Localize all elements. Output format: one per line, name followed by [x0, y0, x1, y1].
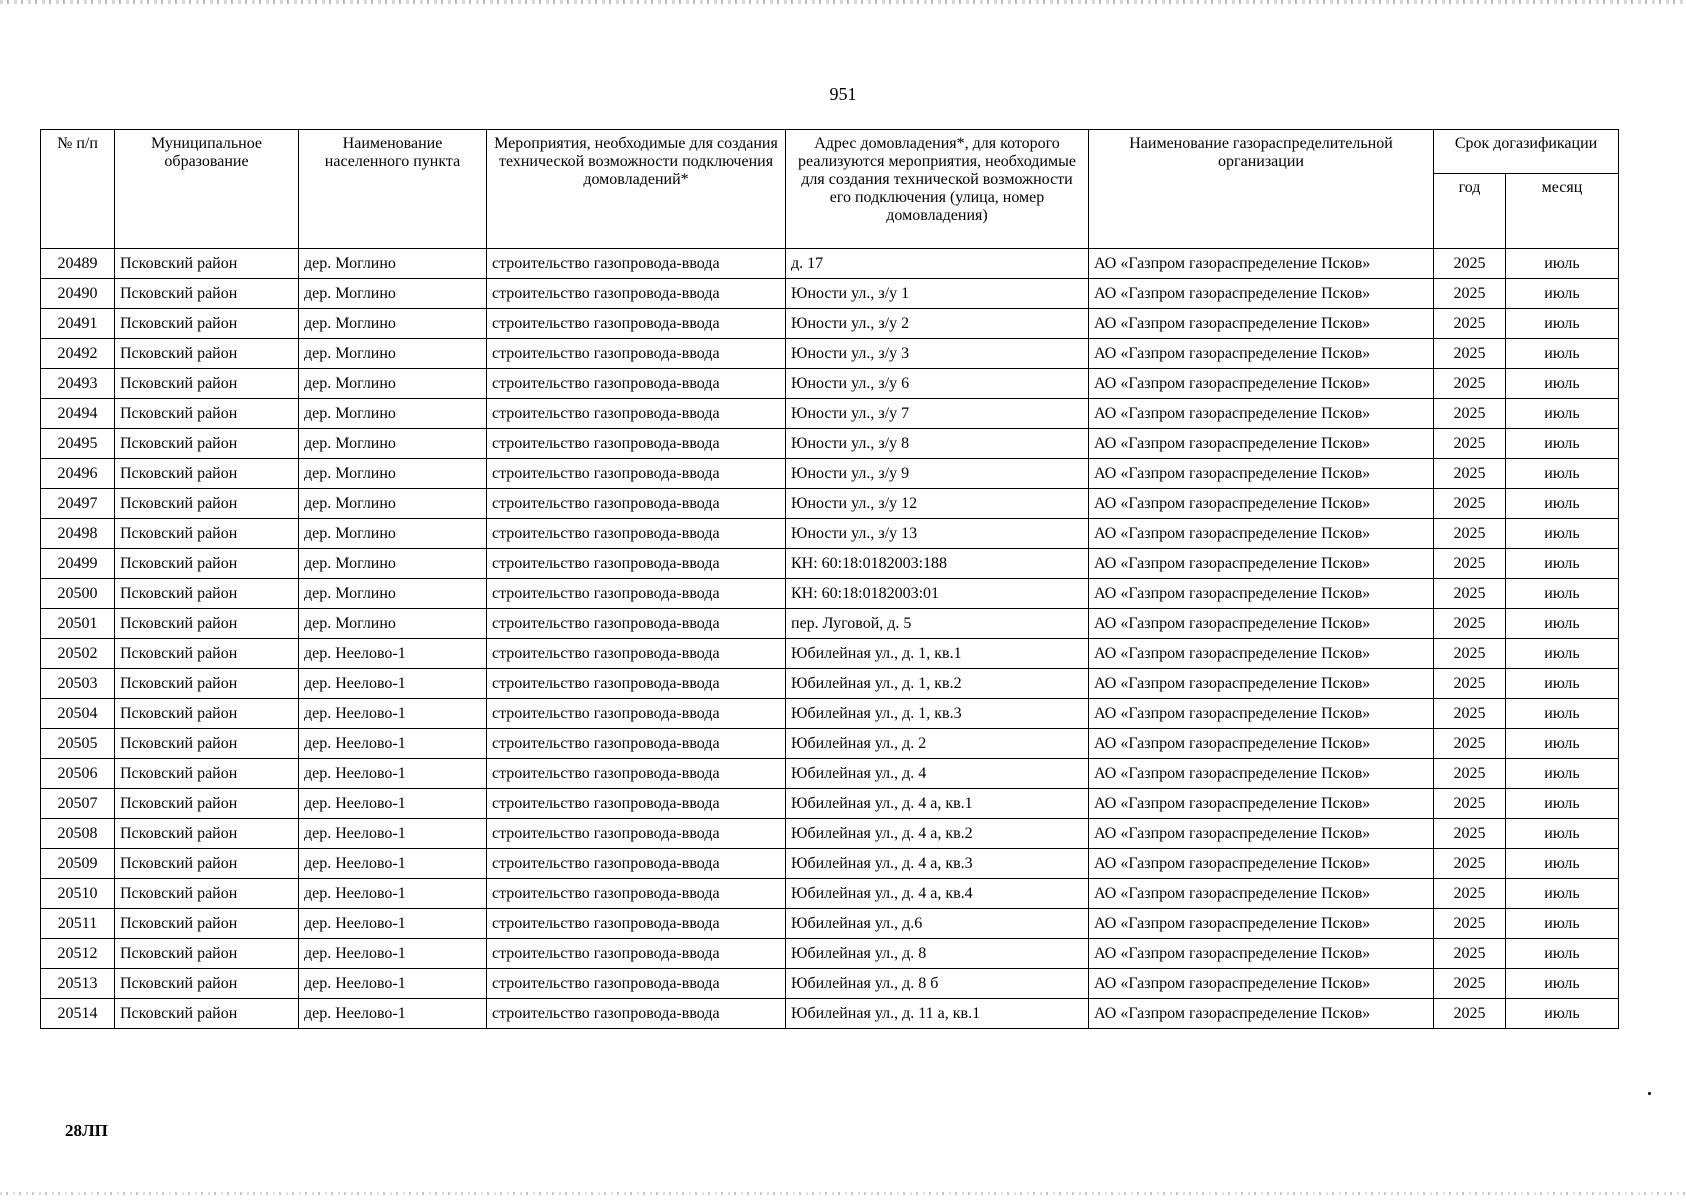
cell-measures: строительство газопровода-ввода: [487, 639, 786, 669]
header-organization: Наименование газораспределительной организации: [1089, 130, 1434, 249]
cell-num: 20507: [41, 789, 115, 819]
cell-address: Юбилейная ул., д. 8: [786, 939, 1089, 969]
cell-municipality: Псковский район: [115, 489, 299, 519]
cell-month: июль: [1506, 429, 1619, 459]
cell-num: 20500: [41, 579, 115, 609]
table-row: [41, 579, 1619, 609]
cell-year: 2025: [1434, 969, 1506, 999]
cell-address: Юбилейная ул., д. 4 а, кв.4: [786, 879, 1089, 909]
table-row: [41, 519, 1619, 549]
cell-settlement: дер. Неелово-1: [299, 999, 487, 1029]
cell-settlement: дер. Неелово-1: [299, 939, 487, 969]
scan-edge-top: [0, 0, 1686, 4]
cell-municipality: Псковский район: [115, 879, 299, 909]
cell-num: 20493: [41, 369, 115, 399]
cell-municipality: Псковский район: [115, 579, 299, 609]
cell-organization: АО «Газпром газораспределение Псков»: [1089, 759, 1434, 789]
cell-municipality: Псковский район: [115, 369, 299, 399]
cell-measures: строительство газопровода-ввода: [487, 939, 786, 969]
table-row: [41, 369, 1619, 399]
cell-measures: строительство газопровода-ввода: [487, 249, 786, 279]
cell-measures: строительство газопровода-ввода: [487, 999, 786, 1029]
cell-measures: строительство газопровода-ввода: [487, 609, 786, 639]
cell-measures: строительство газопровода-ввода: [487, 519, 786, 549]
cell-settlement: дер. Неелово-1: [299, 849, 487, 879]
table-row: [41, 819, 1619, 849]
table-header: [41, 130, 1619, 249]
cell-year: 2025: [1434, 369, 1506, 399]
cell-municipality: Псковский район: [115, 939, 299, 969]
cell-address: Юности ул., з/у 1: [786, 279, 1089, 309]
table-row: [41, 909, 1619, 939]
header-municipality: Муниципальное образование: [115, 130, 299, 249]
header-address: Адрес домовладения*, для которого реализуются мероприятия, необходимые для создания технической возможности его подключения (улица, номер домовладения): [786, 130, 1089, 249]
cell-address: Юности ул., з/у 8: [786, 429, 1089, 459]
cell-year: 2025: [1434, 729, 1506, 759]
cell-year: 2025: [1434, 639, 1506, 669]
cell-month: июль: [1506, 819, 1619, 849]
table-row: [41, 759, 1619, 789]
cell-organization: АО «Газпром газораспределение Псков»: [1089, 339, 1434, 369]
cell-municipality: Псковский район: [115, 249, 299, 279]
cell-num: 20503: [41, 669, 115, 699]
cell-organization: АО «Газпром газораспределение Псков»: [1089, 399, 1434, 429]
cell-address: Юбилейная ул., д. 1, кв.2: [786, 669, 1089, 699]
cell-settlement: дер. Моглино: [299, 339, 487, 369]
cell-organization: АО «Газпром газораспределение Псков»: [1089, 279, 1434, 309]
scan-edge-bottom: [0, 1192, 1686, 1195]
cell-address: Юбилейная ул., д.6: [786, 909, 1089, 939]
table-row: [41, 729, 1619, 759]
table-row: [41, 339, 1619, 369]
cell-num: 20494: [41, 399, 115, 429]
cell-municipality: Псковский район: [115, 639, 299, 669]
cell-measures: строительство газопровода-ввода: [487, 429, 786, 459]
page-number: 951: [829, 84, 857, 104]
cell-year: 2025: [1434, 609, 1506, 639]
cell-organization: АО «Газпром газораспределение Псков»: [1089, 639, 1434, 669]
cell-month: июль: [1506, 759, 1619, 789]
cell-month: июль: [1506, 849, 1619, 879]
cell-num: 20508: [41, 819, 115, 849]
cell-organization: АО «Газпром газораспределение Псков»: [1089, 459, 1434, 489]
cell-municipality: Псковский район: [115, 459, 299, 489]
cell-measures: строительство газопровода-ввода: [487, 969, 786, 999]
cell-month: июль: [1506, 579, 1619, 609]
cell-municipality: Псковский район: [115, 429, 299, 459]
cell-settlement: дер. Моглино: [299, 579, 487, 609]
cell-month: июль: [1506, 909, 1619, 939]
cell-settlement: дер. Моглино: [299, 309, 487, 339]
cell-address: Юности ул., з/у 12: [786, 489, 1089, 519]
cell-organization: АО «Газпром газораспределение Псков»: [1089, 609, 1434, 639]
cell-num: 20514: [41, 999, 115, 1029]
cell-measures: строительство газопровода-ввода: [487, 879, 786, 909]
cell-settlement: дер. Неелово-1: [299, 819, 487, 849]
cell-year: 2025: [1434, 519, 1506, 549]
cell-settlement: дер. Моглино: [299, 369, 487, 399]
cell-organization: АО «Газпром газораспределение Псков»: [1089, 729, 1434, 759]
cell-month: июль: [1506, 699, 1619, 729]
cell-municipality: Псковский район: [115, 339, 299, 369]
cell-settlement: дер. Неелово-1: [299, 909, 487, 939]
table-row: [41, 849, 1619, 879]
cell-year: 2025: [1434, 669, 1506, 699]
cell-month: июль: [1506, 249, 1619, 279]
cell-address: Юности ул., з/у 9: [786, 459, 1089, 489]
cell-num: 20505: [41, 729, 115, 759]
cell-measures: строительство газопровода-ввода: [487, 699, 786, 729]
cell-settlement: дер. Моглино: [299, 489, 487, 519]
cell-address: Юбилейная ул., д. 8 б: [786, 969, 1089, 999]
cell-address: Юбилейная ул., д. 4 а, кв.1: [786, 789, 1089, 819]
cell-month: июль: [1506, 729, 1619, 759]
table-row: [41, 549, 1619, 579]
cell-municipality: Псковский район: [115, 729, 299, 759]
cell-settlement: дер. Моглино: [299, 429, 487, 459]
cell-settlement: дер. Моглино: [299, 279, 487, 309]
cell-settlement: дер. Моглино: [299, 399, 487, 429]
cell-address: Юбилейная ул., д. 4 а, кв.3: [786, 849, 1089, 879]
cell-month: июль: [1506, 399, 1619, 429]
table-row: [41, 789, 1619, 819]
cell-year: 2025: [1434, 819, 1506, 849]
cell-year: 2025: [1434, 279, 1506, 309]
cell-year: 2025: [1434, 339, 1506, 369]
cell-num: 20497: [41, 489, 115, 519]
cell-settlement: дер. Моглино: [299, 459, 487, 489]
cell-year: 2025: [1434, 699, 1506, 729]
cell-municipality: Псковский район: [115, 399, 299, 429]
gasification-table: [40, 129, 1619, 1029]
cell-municipality: Псковский район: [115, 969, 299, 999]
cell-organization: АО «Газпром газораспределение Псков»: [1089, 429, 1434, 459]
cell-organization: АО «Газпром газораспределение Псков»: [1089, 249, 1434, 279]
table-row: [41, 639, 1619, 669]
cell-year: 2025: [1434, 999, 1506, 1029]
scan-dot: [1648, 1092, 1651, 1095]
cell-year: 2025: [1434, 249, 1506, 279]
cell-settlement: дер. Неелово-1: [299, 729, 487, 759]
cell-settlement: дер. Неелово-1: [299, 969, 487, 999]
cell-organization: АО «Газпром газораспределение Псков»: [1089, 699, 1434, 729]
cell-month: июль: [1506, 369, 1619, 399]
cell-organization: АО «Газпром газораспределение Псков»: [1089, 789, 1434, 819]
cell-municipality: Псковский район: [115, 909, 299, 939]
cell-num: 20492: [41, 339, 115, 369]
cell-organization: АО «Газпром газораспределение Псков»: [1089, 909, 1434, 939]
cell-num: 20499: [41, 549, 115, 579]
cell-measures: строительство газопровода-ввода: [487, 549, 786, 579]
cell-organization: АО «Газпром газораспределение Псков»: [1089, 519, 1434, 549]
cell-address: Юности ул., з/у 3: [786, 339, 1089, 369]
cell-num: 20491: [41, 309, 115, 339]
footer-code: 28ЛП: [65, 1121, 108, 1140]
header-settlement: Наименование населенного пункта: [299, 130, 487, 249]
table-row: [41, 249, 1619, 279]
cell-num: 20495: [41, 429, 115, 459]
header-year: год: [1434, 174, 1506, 249]
table-row: [41, 999, 1619, 1029]
table-row: [41, 969, 1619, 999]
cell-month: июль: [1506, 519, 1619, 549]
cell-address: Юности ул., з/у 13: [786, 519, 1089, 549]
table-row: [41, 489, 1619, 519]
cell-year: 2025: [1434, 849, 1506, 879]
cell-month: июль: [1506, 279, 1619, 309]
cell-settlement: дер. Моглино: [299, 609, 487, 639]
cell-num: 20513: [41, 969, 115, 999]
cell-municipality: Псковский район: [115, 669, 299, 699]
cell-month: июль: [1506, 489, 1619, 519]
cell-settlement: дер. Неелово-1: [299, 879, 487, 909]
header-num: № п/п: [41, 130, 115, 249]
cell-num: 20509: [41, 849, 115, 879]
cell-num: 20496: [41, 459, 115, 489]
cell-municipality: Псковский район: [115, 699, 299, 729]
table-row: [41, 879, 1619, 909]
table-row: [41, 459, 1619, 489]
cell-num: 20504: [41, 699, 115, 729]
cell-measures: строительство газопровода-ввода: [487, 759, 786, 789]
cell-municipality: Псковский район: [115, 609, 299, 639]
cell-measures: строительство газопровода-ввода: [487, 309, 786, 339]
table-row: [41, 609, 1619, 639]
cell-organization: АО «Газпром газораспределение Псков»: [1089, 849, 1434, 879]
cell-address: Юбилейная ул., д. 4 а, кв.2: [786, 819, 1089, 849]
header-month: месяц: [1506, 174, 1619, 249]
cell-organization: АО «Газпром газораспределение Псков»: [1089, 369, 1434, 399]
table-row: [41, 939, 1619, 969]
cell-municipality: Псковский район: [115, 279, 299, 309]
cell-year: 2025: [1434, 429, 1506, 459]
cell-num: 20506: [41, 759, 115, 789]
cell-address: КН: 60:18:0182003:01: [786, 579, 1089, 609]
cell-num: 20510: [41, 879, 115, 909]
header-measures: Мероприятия, необходимые для создания технической возможности подключения домовладений*: [487, 130, 786, 249]
cell-measures: строительство газопровода-ввода: [487, 459, 786, 489]
cell-settlement: дер. Неелово-1: [299, 639, 487, 669]
cell-month: июль: [1506, 339, 1619, 369]
cell-year: 2025: [1434, 879, 1506, 909]
cell-address: КН: 60:18:0182003:188: [786, 549, 1089, 579]
cell-year: 2025: [1434, 909, 1506, 939]
cell-municipality: Псковский район: [115, 789, 299, 819]
table-row: [41, 669, 1619, 699]
cell-month: июль: [1506, 999, 1619, 1029]
cell-address: Юбилейная ул., д. 4: [786, 759, 1089, 789]
cell-year: 2025: [1434, 579, 1506, 609]
cell-year: 2025: [1434, 789, 1506, 819]
cell-settlement: дер. Моглино: [299, 249, 487, 279]
cell-year: 2025: [1434, 939, 1506, 969]
cell-month: июль: [1506, 789, 1619, 819]
cell-address: Юбилейная ул., д. 2: [786, 729, 1089, 759]
cell-year: 2025: [1434, 489, 1506, 519]
cell-municipality: Псковский район: [115, 549, 299, 579]
cell-month: июль: [1506, 639, 1619, 669]
cell-month: июль: [1506, 969, 1619, 999]
cell-address: Юбилейная ул., д. 1, кв.3: [786, 699, 1089, 729]
cell-month: июль: [1506, 309, 1619, 339]
cell-num: 20502: [41, 639, 115, 669]
cell-year: 2025: [1434, 309, 1506, 339]
cell-settlement: дер. Неелово-1: [299, 789, 487, 819]
cell-address: Юбилейная ул., д. 1, кв.1: [786, 639, 1089, 669]
header-deadline: Срок догазификации: [1434, 130, 1619, 174]
cell-measures: строительство газопровода-ввода: [487, 819, 786, 849]
cell-organization: АО «Газпром газораспределение Псков»: [1089, 819, 1434, 849]
cell-month: июль: [1506, 459, 1619, 489]
cell-organization: АО «Газпром газораспределение Псков»: [1089, 549, 1434, 579]
table-body: [41, 249, 1619, 1029]
cell-address: д. 17: [786, 249, 1089, 279]
cell-settlement: дер. Моглино: [299, 549, 487, 579]
cell-month: июль: [1506, 669, 1619, 699]
cell-municipality: Псковский район: [115, 519, 299, 549]
cell-organization: АО «Газпром газораспределение Псков»: [1089, 489, 1434, 519]
cell-address: Юбилейная ул., д. 11 а, кв.1: [786, 999, 1089, 1029]
cell-measures: строительство газопровода-ввода: [487, 909, 786, 939]
cell-organization: АО «Газпром газораспределение Псков»: [1089, 969, 1434, 999]
table-row: [41, 279, 1619, 309]
cell-measures: строительство газопровода-ввода: [487, 489, 786, 519]
table-row: [41, 399, 1619, 429]
cell-address: Юности ул., з/у 6: [786, 369, 1089, 399]
cell-settlement: дер. Неелово-1: [299, 699, 487, 729]
cell-organization: АО «Газпром газораспределение Псков»: [1089, 669, 1434, 699]
cell-measures: строительство газопровода-ввода: [487, 729, 786, 759]
cell-organization: АО «Газпром газораспределение Псков»: [1089, 579, 1434, 609]
cell-municipality: Псковский район: [115, 849, 299, 879]
table-row: [41, 429, 1619, 459]
cell-measures: строительство газопровода-ввода: [487, 789, 786, 819]
cell-settlement: дер. Неелово-1: [299, 669, 487, 699]
cell-month: июль: [1506, 609, 1619, 639]
table-row: [41, 309, 1619, 339]
cell-municipality: Псковский район: [115, 759, 299, 789]
cell-year: 2025: [1434, 549, 1506, 579]
cell-num: 20511: [41, 909, 115, 939]
cell-municipality: Псковский район: [115, 999, 299, 1029]
cell-address: Юности ул., з/у 2: [786, 309, 1089, 339]
cell-num: 20490: [41, 279, 115, 309]
cell-municipality: Псковский район: [115, 309, 299, 339]
cell-organization: АО «Газпром газораспределение Псков»: [1089, 999, 1434, 1029]
cell-month: июль: [1506, 549, 1619, 579]
cell-settlement: дер. Неелово-1: [299, 759, 487, 789]
cell-address: пер. Луговой, д. 5: [786, 609, 1089, 639]
cell-year: 2025: [1434, 399, 1506, 429]
cell-measures: строительство газопровода-ввода: [487, 369, 786, 399]
cell-measures: строительство газопровода-ввода: [487, 399, 786, 429]
cell-organization: АО «Газпром газораспределение Псков»: [1089, 939, 1434, 969]
cell-organization: АО «Газпром газораспределение Псков»: [1089, 309, 1434, 339]
cell-month: июль: [1506, 939, 1619, 969]
cell-num: 20489: [41, 249, 115, 279]
cell-measures: строительство газопровода-ввода: [487, 669, 786, 699]
cell-measures: строительство газопровода-ввода: [487, 279, 786, 309]
cell-num: 20512: [41, 939, 115, 969]
cell-year: 2025: [1434, 459, 1506, 489]
cell-organization: АО «Газпром газораспределение Псков»: [1089, 879, 1434, 909]
cell-address: Юности ул., з/у 7: [786, 399, 1089, 429]
table-row: [41, 699, 1619, 729]
cell-month: июль: [1506, 879, 1619, 909]
cell-measures: строительство газопровода-ввода: [487, 849, 786, 879]
cell-measures: строительство газопровода-ввода: [487, 339, 786, 369]
cell-municipality: Псковский район: [115, 819, 299, 849]
cell-num: 20498: [41, 519, 115, 549]
cell-measures: строительство газопровода-ввода: [487, 579, 786, 609]
cell-year: 2025: [1434, 759, 1506, 789]
cell-settlement: дер. Моглино: [299, 519, 487, 549]
cell-num: 20501: [41, 609, 115, 639]
